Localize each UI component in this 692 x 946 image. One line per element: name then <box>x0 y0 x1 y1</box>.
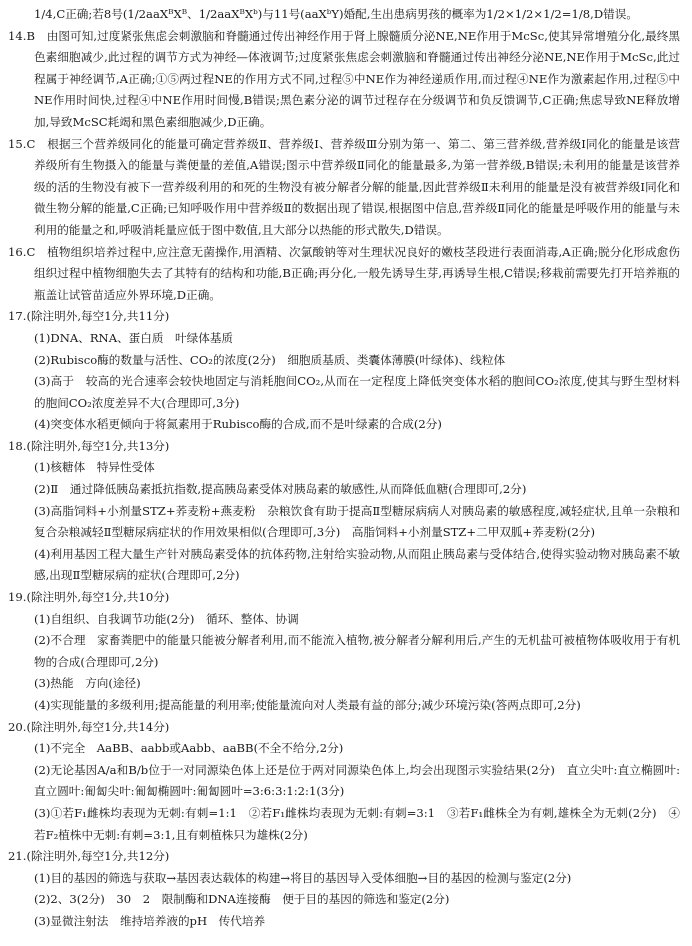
answer-18-part-2: (2)Ⅱ 通过降低胰岛素抵抗指数,提高胰岛素受体对胰岛素的敏感性,从而降低血糖(合理即可,2分) <box>34 482 527 497</box>
answer-17-header: 17.(除注明外,每空1分,共11分) <box>8 309 170 324</box>
answer-19-header: 19.(除注明外,每空1分,共10分) <box>8 590 170 605</box>
answer-18-part-1: (1)核糖体 特异性受体 <box>34 460 155 475</box>
answer-18-part-4: (4)利用基因工程大量生产针对胰岛素受体的抗体药物,注射给实验动物,从而阻止胰岛素与受体结合,使得实验动物对胰岛素不敏感,出现Ⅱ型糖尿病的症状(合理即可,2分) <box>34 546 680 583</box>
answer-20-part-1: (1)不完全 AaBB、aabb或Aabb、aaBB(不全不给分,2分) <box>34 741 344 756</box>
answer-20-part-2: (2)无论基因A/a和B/b位于一对同源染色体上还是位于两对同源染色体上,均会出现图示实验结果(2分) 直立尖叶:直立椭圆叶:直立圆叶:匍匐尖叶:匍匐椭圆叶:匍匐圆叶=3:6:3:1:2:1(3分) <box>34 762 680 799</box>
answer-17-part-4: (4)突变体水稻更倾向于将氮素用于Rubisco酶的合成,而不是叶绿素的合成(2分) <box>34 417 442 432</box>
answer-20-header: 20.(除注明外,每空1分,共14分) <box>8 719 170 734</box>
answer-19-part-1: (1)自组织、自我调节功能(2分) 循环、整体、协调 <box>34 611 299 626</box>
answer-15: 15.C 根据三个营养级同化的能量可确定营养级Ⅱ、营养级Ⅰ、营养级Ⅲ分别为第一、第二、第三营养级,营养级Ⅰ同化的能量是该营养级所有生物摄入的能量与粪便量的差值,A错误;图示中营养级Ⅱ同化的能量最多,为第一营养级,B错误;未利用的能量是该营养级的活的生物没有被下一营养级利用的和死的生物没有被分解者分解的能量,因此营养级Ⅱ未利用的能量是没有被营养级Ⅰ同化和微生物分解的能量,C正确;已知呼吸作用中营养级Ⅱ的数据出现了错误,根据图中信息,营养级Ⅱ同化的能量是呼吸作用的能量与未利用的能量之和,呼吸消耗量应低于图中数值,且大部分以热能的形式散失,D错误。 <box>8 136 680 237</box>
answer-21-part-1: (1)目的基因的筛选与获取→基因表达载体的构建→将目的基因导入受体细胞→目的基因的检测与鉴定(2分) <box>34 870 572 885</box>
answer-19-part-2: (2)不合理 家畜粪肥中的能量只能被分解者利用,而不能流入植物,被分解者分解利用后,产生的无机盐可被植物体吸收用于有机物的合成(合理即可,2分) <box>34 633 680 669</box>
answer-20-part-3: (3)①若F₁雌株均表现为无刺:有刺=1:1 ②若F₁雌株均表现为无刺:有刺=3:1 ③若F₁雌株全为有刺,雄株全为无刺(2分) ④若F₂植株中无刺:有刺=3:1,且有刺植株只为雄株(2分) <box>34 805 680 842</box>
answer-18-header: 18.(除注明外,每空1分,共13分) <box>8 438 170 453</box>
answer-14: 14.B 由图可知,过度紧张焦虑会刺激脑和脊髓通过传出神经作用于肾上腺髓质分泌NE,NE作用于McSc,使其异常增殖分化,最终黑色素细胞减少,此过程的调节方式为神经—体液调节;过度紧张焦虑会刺激脑和脊髓通过传出神经分泌NE,NE作用于McSc,此过程属于神经调节,A正确;①⑤两过程NE的作用方式不同,过程⑤中NE作为神经递质作用,而过程④NE作为激素起作用,过程⑤中NE作用时间快,过程④中NE作用时间慢,B错误;黑色素分泌的调节过程存在分级调节和负反馈调节,C正确;焦虑导致NE释放增加,导致McSC耗竭和黑色素细胞减少,D正确。 <box>8 28 680 129</box>
answer-19-part-4: (4)实现能量的多级利用;提高能量的利用率;使能量流向对人类最有益的部分;减少环境污染(答两点即可,2分) <box>34 698 581 712</box>
answer-17-part-1: (1)DNA、RNA、蛋白质 叶绿体基质 <box>34 330 234 345</box>
answer-17-part-2: (2)Rubisco酶的数量与活性、CO₂的浓度(2分) 细胞质基质、类囊体薄膜(叶绿体)、线粒体 <box>34 352 506 367</box>
answer-21-header: 21.(除注明外,每空1分,共12分) <box>8 849 170 864</box>
answer-18-part-3: (3)高脂饲料+小剂量STZ+荞麦粉+燕麦粉 杂粮饮食有助于提高Ⅱ型糖尿病病人对胰岛素的敏感程度,减轻症状,且单一杂粮和复合杂粮减轻Ⅱ型糖尿病症状的作用效果相似(合理即可,3分) 高脂饲料+小剂量STZ+二甲双胍+荞麦粉(2分) <box>34 503 680 540</box>
q13-continuation: 1/4,C正确;若8号(1/2aaXᴮXᴮ、1/2aaXᴮXᵇ)与11号(aaXᵇY)婚配,生出患病男孩的概率为1/2×1/2×1/2=1/8,D错误。 <box>34 7 638 21</box>
answer-21-part-2: (2)2、3(2分) 30 2 限制酶和DNA连接酶 便于目的基因的筛选和鉴定(2分) <box>34 892 450 907</box>
answer-16: 16.C 植物组织培养过程中,应注意无菌操作,用酒精、次氯酸钠等对生理状况良好的嫩枝茎段进行表面消毒,A正确;脱分化形成愈伤组织过程中植物细胞失去了其特有的结构和功能,B正确;再分化,一般先诱导生芽,再诱导生根,C错误;移栽前需要先打开培养瓶的瓶盖让试管苗适应外界环境,D正确。 <box>8 244 680 302</box>
answer-21-part-3: (3)显微注射法 维持培养液的pH 传代培养 <box>34 913 266 928</box>
answer-17-part-3: (3)高于 较高的光合速率会较快地固定与消耗胞间CO₂,从而在一定程度上降低突变体水稻的胞间CO₂浓度,使其与野生型材料的胞间CO₂浓度差异不大(合理即可,3分) <box>34 374 680 410</box>
answer-19-part-3: (3)热能 方向(途径) <box>34 676 141 691</box>
